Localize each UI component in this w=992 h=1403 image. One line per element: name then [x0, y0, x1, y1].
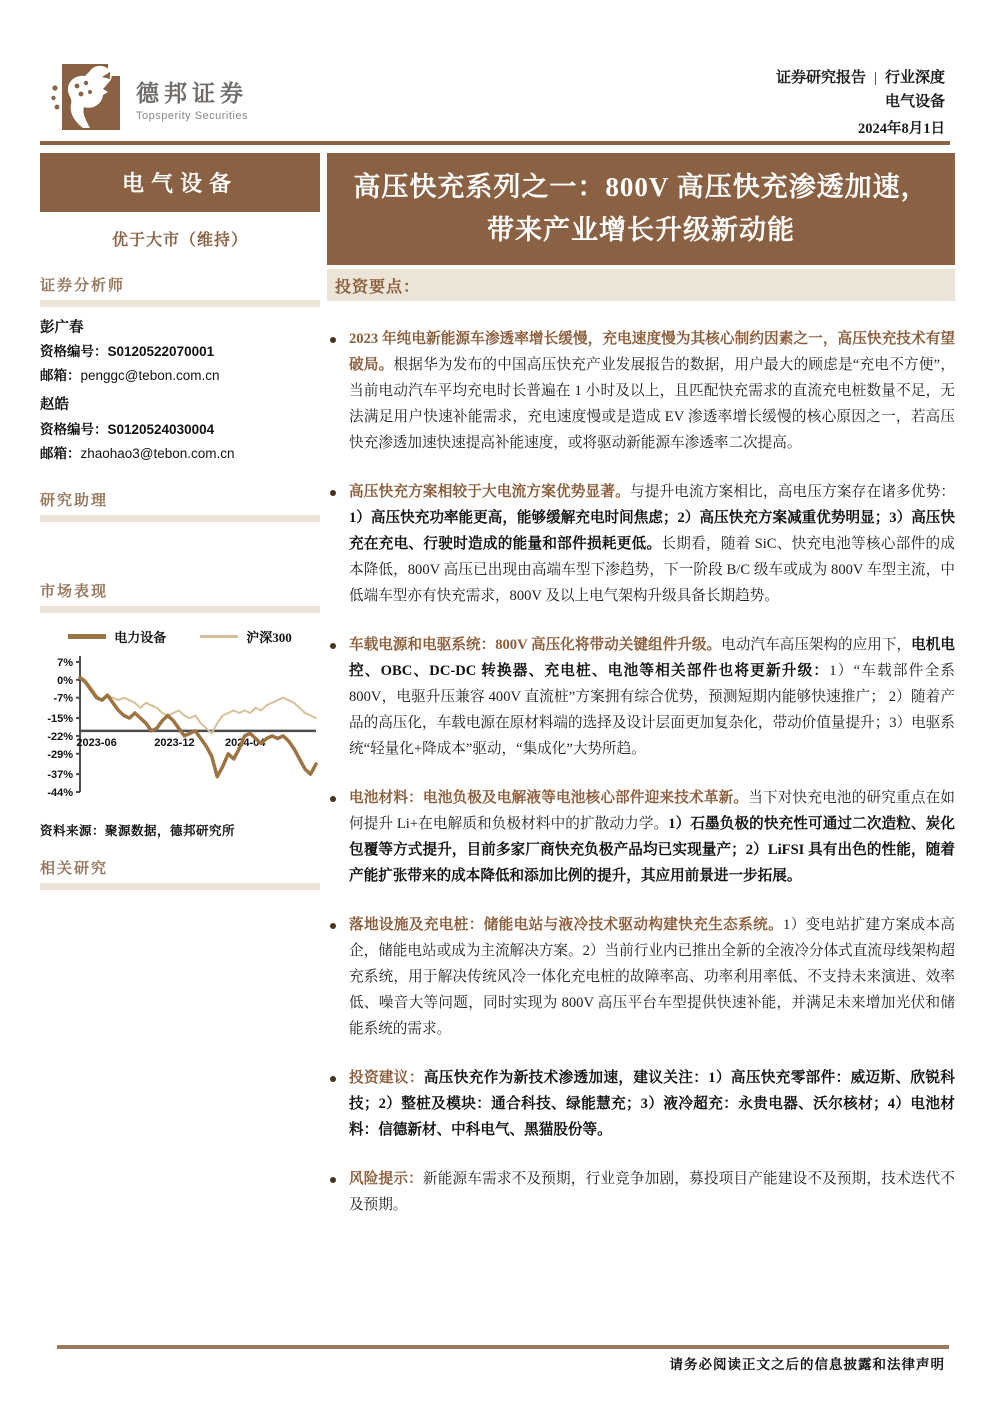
assistant-empty-space [40, 522, 320, 580]
text-segment-normal: 与提升电流方案相比，高电压方案存在诸多优势： [629, 484, 955, 501]
cert-label: 资格编号： [40, 421, 108, 437]
cert-number: S0120524030004 [107, 421, 215, 437]
email-address: zhaohao3@tebon.com.cn [80, 445, 235, 461]
chart-legend [40, 627, 320, 646]
svg-text:0%: 0% [57, 674, 73, 687]
leopard-logo-icon [50, 62, 122, 134]
bullet-text [349, 1066, 955, 1144]
svg-text:-7%: -7% [53, 692, 73, 705]
data-source-note: 资料来源：聚源数据，德邦研究所 [40, 823, 236, 838]
bullet-point [327, 1167, 955, 1219]
logo-text [136, 75, 248, 122]
svg-text:2023-06: 2023-06 [76, 736, 117, 749]
svg-text:-29%: -29% [47, 748, 73, 761]
industry-badge: 电气设备 [40, 153, 320, 212]
header-rule [40, 141, 950, 145]
report-type: 证券研究报告 [775, 70, 866, 86]
footer-disclaimer: 请务必阅读正文之后的信息披露和法律声明 [669, 1357, 945, 1372]
analyst-cert [40, 342, 320, 363]
text-segment-lead: 落地设施及充电桩：储能电站与液冷技术驱动构建快充生态系统。 [349, 916, 784, 933]
bullet-point [327, 480, 955, 610]
text-segment-lead: 电池材料：电池负极及电解液等电池核心部件迎来技术革新。 [349, 789, 749, 806]
sidebar [40, 153, 320, 890]
report-date: 2024年8月1日 [858, 121, 945, 137]
bullet-text [349, 1167, 955, 1219]
text-segment-normal: 当下对快充电池的研究重点在如何提升 Li+在电解质和负极材料中的扩散动力学。 [349, 789, 955, 832]
company-logo [50, 62, 248, 134]
svg-text:-37%: -37% [47, 768, 73, 781]
text-segment-normal: 1）“车载部件全系 800V，电驱升压兼容 400V 直流桩”方案拥有综合优势，预测短期内能够快速推广； 2）随着产品的高压化，车载电源在原材料端的选择及设计层面更加复杂化，带动价值量提升；3）电驱系统“轻量化+降成本”驱动，“集成化”大势所趋。 [349, 663, 955, 757]
analyst-list [40, 317, 320, 465]
bullet-dot-icon [330, 490, 336, 496]
bullet-point [327, 1066, 955, 1144]
analyst-name: 赵皓 [40, 397, 69, 414]
analyst-email [40, 444, 320, 465]
header-meta [776, 66, 945, 141]
bullet-dot-icon [330, 643, 336, 649]
header-divider: | [873, 70, 877, 86]
cert-number: S0120522070001 [107, 344, 215, 360]
series-light-swatch-icon [200, 635, 238, 638]
svg-text:2024-04: 2024-04 [225, 736, 266, 749]
text-segment-normal: 1）变电站扩建方案成本高企，储能电站或成为主流解决方案。2）当前行业内已推出全新的全液冷分体式直流母线架构超充系统，用于解决传统风冷一体化充电桩的故障率高、功率利用率低、不支持未来演进、效率低、噪音大等问题，同时实现为 800V 高压平台车型提供快速补能，并满足未来增加光伏和储能系统的需求。 [349, 916, 955, 1037]
bullet-text [349, 327, 955, 457]
rating-label: 优于大市（维持） [111, 232, 248, 249]
text-segment-bold: 1）石墨负极的快充性可通过二次造粒、炭化包覆等方式提升，目前多家厂商快充负极产品均已实现量产；2）LiFSI 具有出色的性能，随着产能扩张带来的成本降低和添加比例的提升，其应用前景进一步拓展。 [349, 815, 955, 884]
bullet-point [327, 327, 955, 457]
footer-rule [57, 1345, 949, 1349]
legend-item [200, 627, 292, 646]
analyst-entry [40, 317, 320, 387]
text-segment-bold: 高压快充作为新技术渗透加速，建议关注：1）高压快充零部件：威迈斯、欣锐科技；2）整桩及模块：通合科技、绿能慧充；3）液冷超充：永贵电器、沃尔核材；4）电池材料：信德新材、中科电气、黑猫股份等。 [349, 1069, 955, 1138]
legend-item [68, 627, 166, 646]
bullet-text [349, 913, 955, 1043]
header-industry: 电气设备 [884, 94, 945, 110]
text-segment-normal: 新能源车需求不及预期，行业竞争加剧，募投项目产能建设不及预期，技术迭代不及预期。 [349, 1170, 955, 1213]
report-type-line [776, 66, 945, 90]
line-chart [40, 650, 320, 800]
section-heading-investment-points: 投资要点： [327, 269, 955, 301]
analyst-name: 彭广春 [40, 320, 84, 336]
email-label: 邮箱： [40, 368, 81, 384]
bullet-text [349, 633, 955, 763]
market-section-heading: 市场表现 [40, 580, 320, 613]
text-segment-lead: 车载电源和电驱系统：800V 高压化将带动关键组件升级。 [349, 637, 722, 654]
bullet-text [349, 480, 955, 610]
bullet-dot-icon [330, 337, 336, 343]
email-address: penggc@tebon.com.cn [80, 368, 220, 384]
brand-name-en: Topsperity Securities [136, 109, 248, 122]
text-segment-lead: 投资建议： [349, 1069, 424, 1086]
svg-text:-15%: -15% [47, 712, 73, 725]
legend-label: 沪深300 [246, 629, 292, 645]
bullet-text [349, 786, 955, 890]
legend-label: 电力设备 [114, 629, 167, 645]
related-section-heading: 相关研究 [40, 857, 320, 890]
text-segment-lead: 2023 年纯电新能源车渗透率增长缓慢，充电速度慢为其核心制约因素之一，高压快充技术有望破局。 [349, 331, 955, 374]
text-segment-normal: 根据华为发布的中国高压快充产业发展报告的数据，用户最大的顾虑是“充电不方便”， 当前电动汽车平均充电时长普遍在 1 小时及以上，且匹配快充需求的直流充电桩数量不足，无法满足用户快速补能需求，充电速度慢或是造成 EV 渗透率增长缓慢的核心原因之一，若高压快充渗透加速快速提高补能速度，或将驱动新能源车渗透率二次提高。 [349, 357, 955, 452]
text-segment-lead: 高压快充方案相较于大电流方案优势显著。 [349, 484, 630, 501]
bullet-dot-icon [330, 923, 336, 929]
bullet-point [327, 633, 955, 763]
report-category: 行业深度 [884, 70, 945, 86]
analyst-cert [40, 420, 320, 441]
bullet-dot-icon [330, 1177, 336, 1183]
analyst-email [40, 366, 320, 387]
bullet-dot-icon [330, 796, 336, 802]
cert-label: 资格编号： [40, 344, 108, 360]
svg-text:7%: 7% [57, 656, 73, 669]
brand-name-cn: 德邦证券 [136, 79, 248, 106]
bullet-dot-icon [330, 1076, 336, 1082]
report-title: 高压快充系列之一：800V 高压快充渗透加速，带来产业增长升级新动能 [327, 153, 955, 265]
market-performance-chart [40, 627, 320, 805]
bullet-point [327, 913, 955, 1043]
svg-text:2023-12: 2023-12 [154, 736, 195, 749]
svg-text:-44%: -44% [47, 786, 73, 799]
analyst-entry [40, 394, 320, 464]
svg-text:-22%: -22% [47, 730, 73, 743]
text-segment-normal: 长期看，随着 SiC、快充电池等核心部件的成本降低，800V 高压已出现由高端车型下渗趋势，下一阶段 B/C 级车或成为 800V 车型主流，中低端车型亦有快充需求，800V 及以上电气架构升级具备长期趋势。 [349, 536, 955, 605]
text-segment-bold: 1）高压快充功率能更高，能够缓解充电时间焦虑；2）高压快充方案减重优势明显；3）高压快充在充电、行驶时造成的能量和部件损耗更低。 [349, 510, 955, 553]
main-content [327, 153, 955, 1241]
analyst-section-heading: 证券分析师 [40, 274, 320, 307]
investment-points-list [327, 327, 955, 1218]
text-segment-bold: 电机电控、OBC、DC-DC 转换器、充电桩、电池等相关部件也将更新升级： [349, 637, 955, 680]
text-segment-lead: 风险提示： [349, 1170, 423, 1187]
assistant-section-heading: 研究助理 [40, 489, 320, 522]
bullet-point [327, 786, 955, 890]
text-segment-normal: 电动汽车高压架构的应用下， [721, 637, 912, 654]
email-label: 邮箱： [40, 445, 81, 461]
series-dark-swatch-icon [68, 634, 106, 639]
